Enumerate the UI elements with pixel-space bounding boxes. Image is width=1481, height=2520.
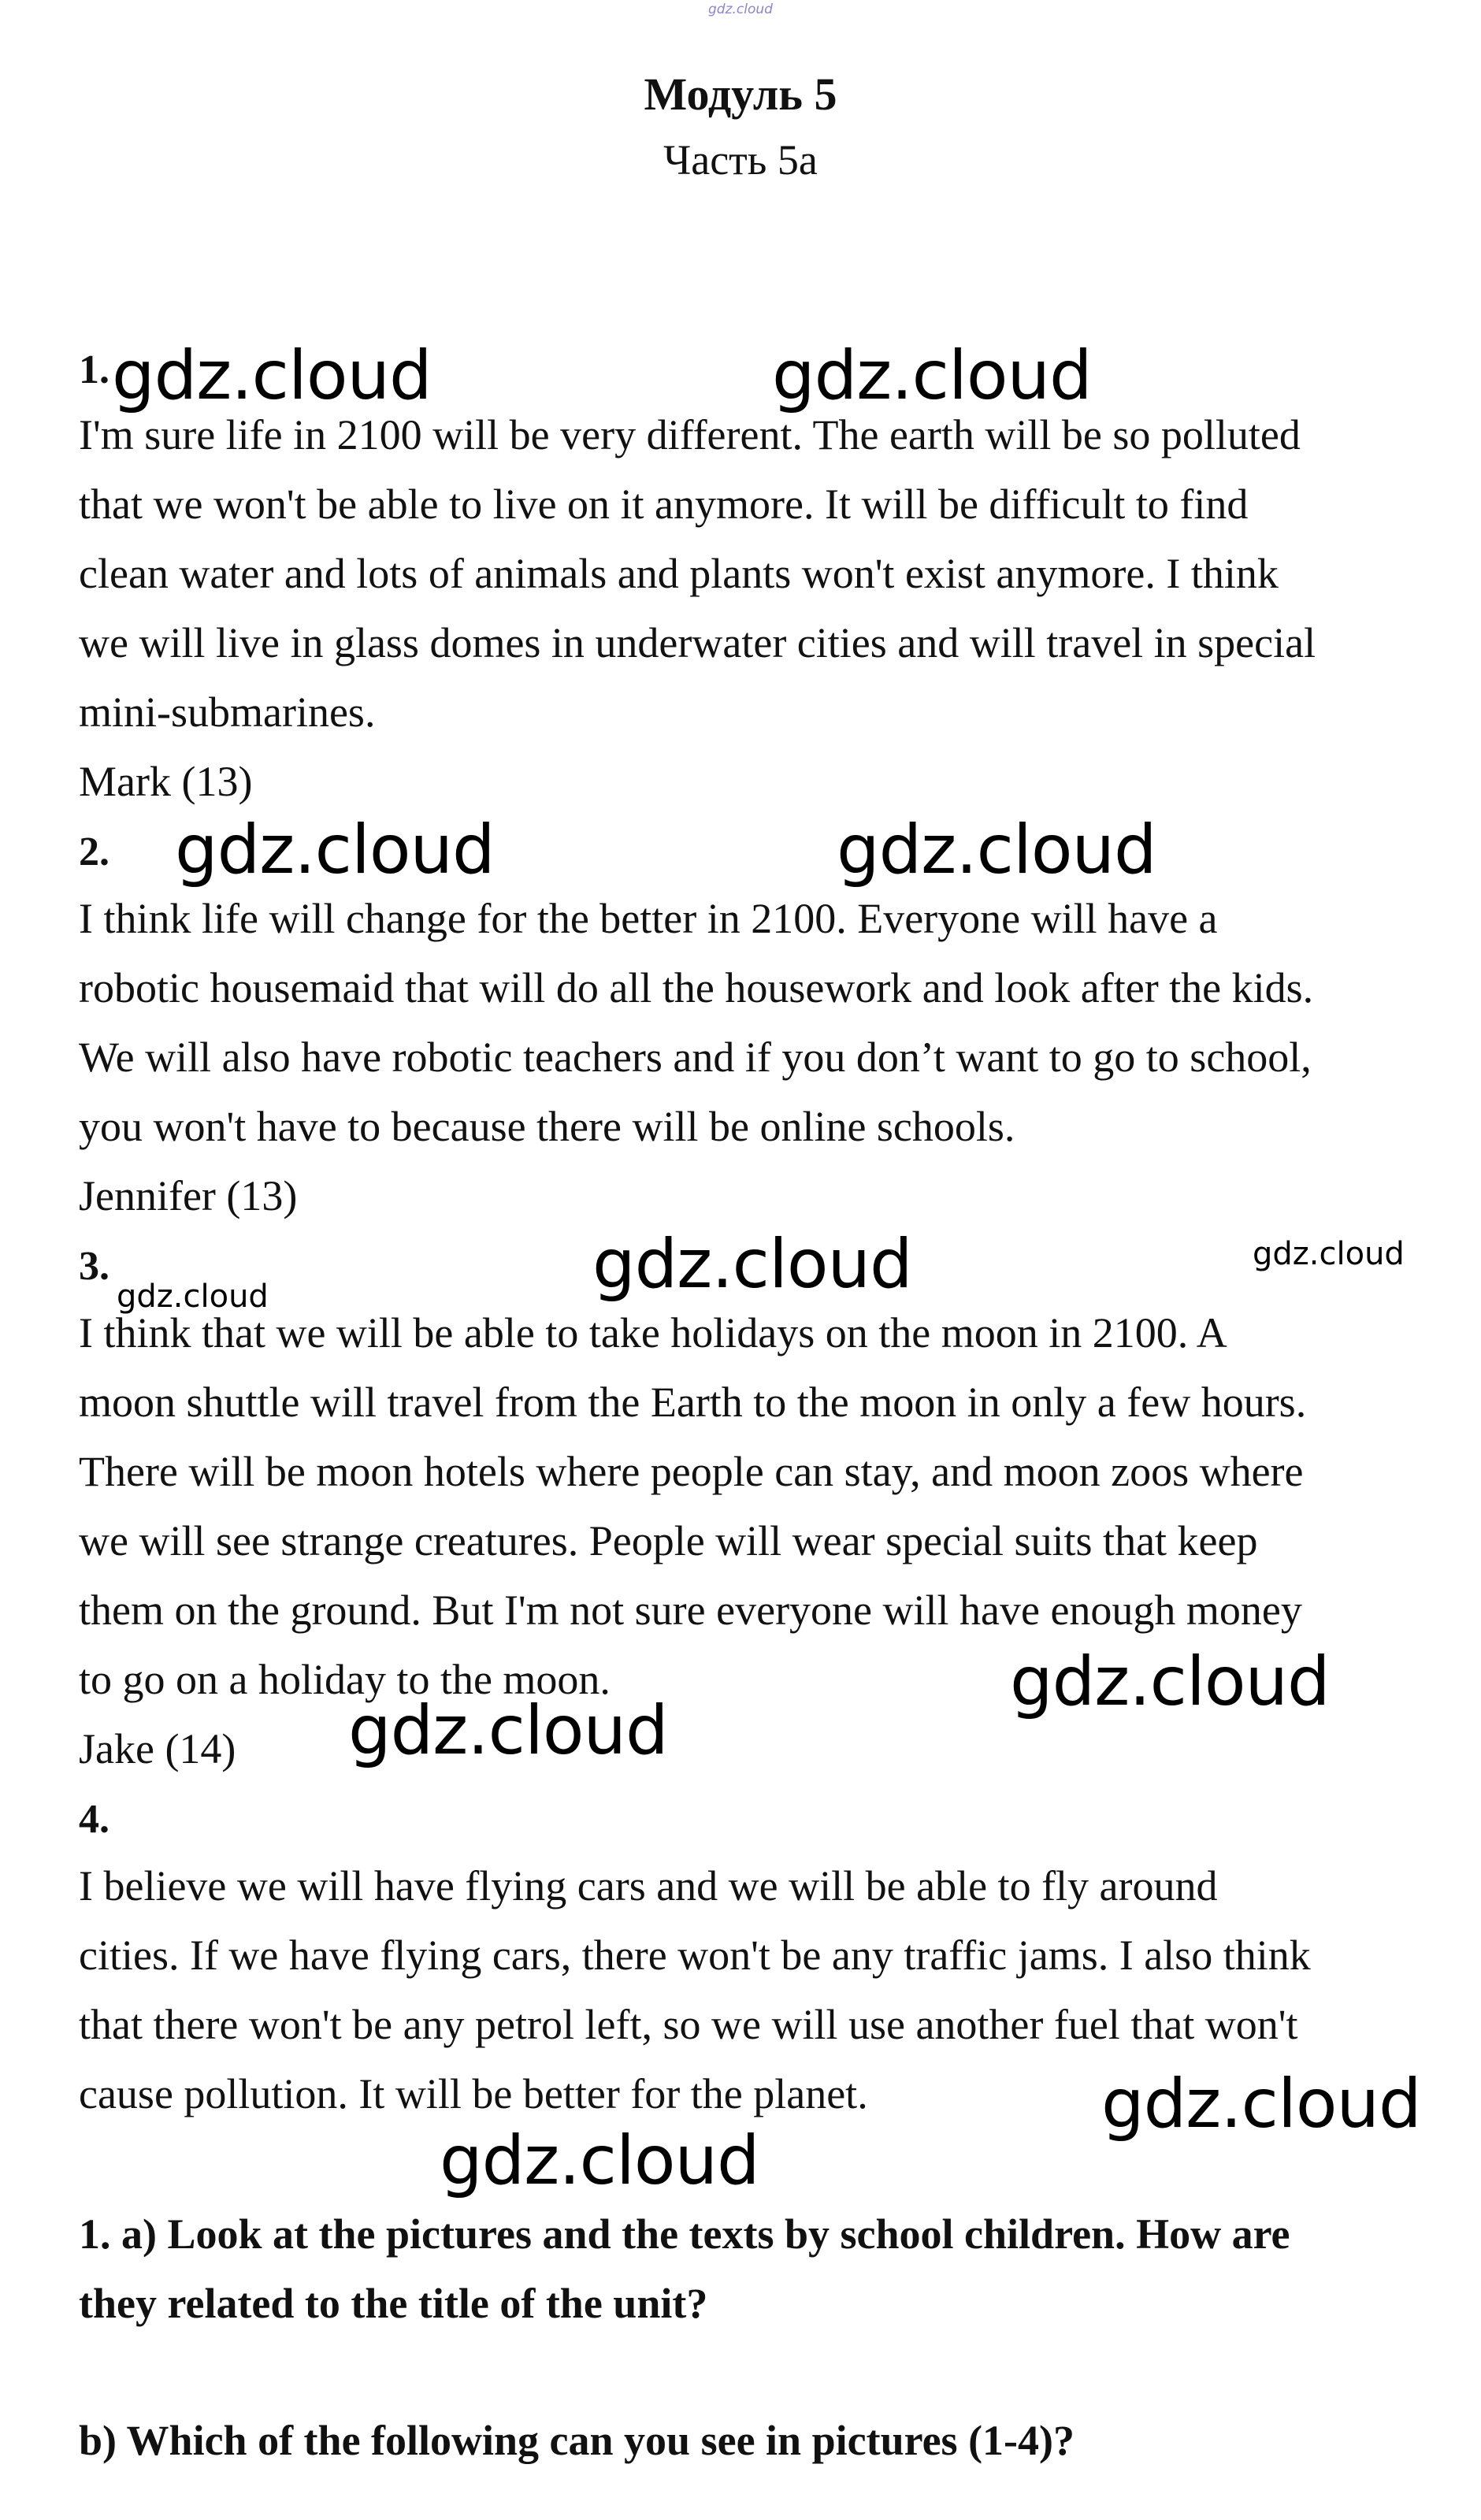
text-line: that there won't be any petrol left, so we will use another fuel that won't <box>79 2001 1298 2048</box>
task-line: b) Which of the following can you see in pictures (1-4)? <box>79 2417 1075 2464</box>
text-1-number: 1. <box>79 347 109 392</box>
text-line: that we won't be able to live on it anymore. It will be difficult to find <box>79 481 1249 528</box>
part-subtitle: Часть 5а <box>663 136 818 184</box>
task-1a <box>79 2199 1434 2338</box>
watermark: gdz.cloud <box>1101 2065 1421 2143</box>
task-line: they related to the title of the unit? <box>79 2280 708 2327</box>
text-line: them on the ground. But I'm not sure everyone will have enough money <box>79 1587 1302 1634</box>
task-1b <box>79 2406 1434 2475</box>
text-line: clean water and lots of animals and plants won't exist anymore. I think <box>79 550 1279 597</box>
text-line: cause pollution. It will be better for the planet. <box>79 2070 868 2117</box>
module-title: Модуль 5 <box>644 69 837 120</box>
text-line: I'm sure life in 2100 will be very different. The earth will be so polluted <box>79 411 1301 458</box>
text-line: There will be moon hotels where people can stay, and moon zoos where <box>79 1448 1304 1495</box>
watermark: gdz.cloud <box>175 811 495 889</box>
watermark: gdz.cloud <box>1010 1642 1330 1721</box>
task-line: 1. a) Look at the pictures and the texts by school children. How are <box>79 2210 1290 2258</box>
text-2-number: 2. <box>79 829 109 874</box>
text-line: I think life will change for the better in 2100. Everyone will have a <box>79 895 1218 942</box>
watermark: gdz.cloud <box>1253 1236 1405 1272</box>
watermark: gdz.cloud <box>772 336 1092 415</box>
watermark: gdz.cloud <box>348 1691 668 1770</box>
top-watermark: gdz.cloud <box>708 2 773 17</box>
text-line: we will live in glass domes in underwater cities and will travel in special <box>79 619 1316 666</box>
watermark: gdz.cloud <box>1418 2489 1422 2490</box>
text-4-number: 4. <box>79 1797 109 1842</box>
text-line: cities. If we have flying cars, there won't be any traffic jams. I also think <box>79 1932 1311 1979</box>
text-3-number: 3. <box>79 1244 109 1289</box>
watermark: gdz.cloud <box>112 336 432 415</box>
watermark: gdz.cloud <box>117 1279 269 1315</box>
text-line: mini-submarines. <box>79 688 376 736</box>
text-line: I believe we will have flying cars and we will be able to fly around <box>79 1862 1218 1909</box>
text-1-paragraph <box>79 400 1434 747</box>
text-line: We will also have robotic teachers and if you don’t want to go to school, <box>79 1034 1312 1081</box>
text-line: we will see strange creatures. People will wear special suits that keep <box>79 1517 1258 1564</box>
text-line: you won't have to because there will be online schools. <box>79 1103 1015 1150</box>
text-1-author: Mark (13) <box>79 758 253 805</box>
text-2-paragraph <box>79 884 1434 1161</box>
text-line: moon shuttle will travel from the Earth to the moon in only a few hours. <box>79 1379 1307 1426</box>
text-3-author: Jake (14) <box>79 1725 236 1772</box>
text-line: I think that we will be able to take holidays on the moon in 2100. A <box>79 1309 1227 1356</box>
watermark: gdz.cloud <box>440 2121 759 2200</box>
watermark: gdz.cloud <box>837 811 1156 889</box>
watermark: gdz.cloud <box>592 1225 912 1304</box>
text-2-author: Jennifer (13) <box>79 1172 298 1219</box>
text-line: to go on a holiday to the moon. <box>79 1656 611 1703</box>
text-line: robotic housemaid that will do all the housework and look after the kids. <box>79 964 1314 1011</box>
